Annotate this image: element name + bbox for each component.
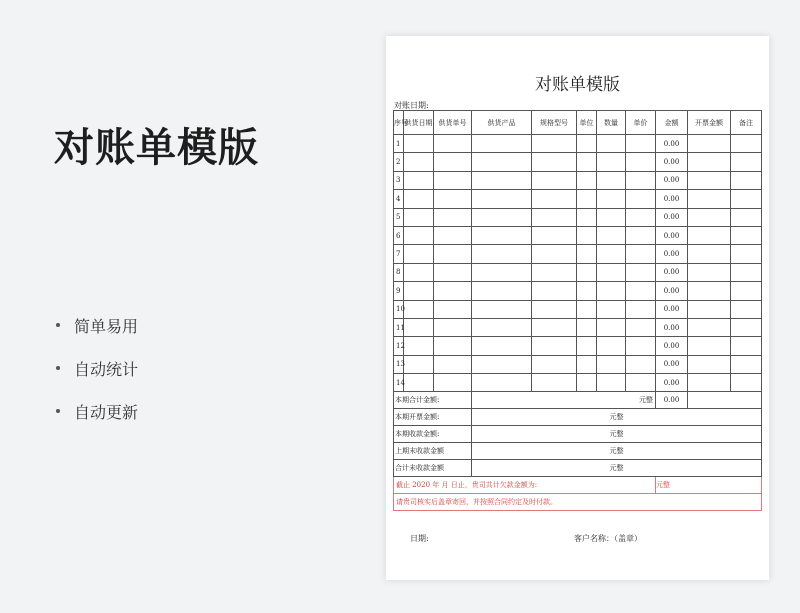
table-cell — [626, 153, 656, 171]
feature-item — [56, 357, 138, 379]
table-cell — [731, 190, 762, 208]
table-cell — [731, 153, 762, 171]
feature-label: 自动统计 — [74, 359, 139, 379]
table-cell — [688, 226, 731, 244]
table-cell — [577, 263, 597, 281]
table-cell — [731, 263, 762, 281]
received-label: 本期收款金额: — [394, 426, 472, 443]
feature-label: 简单易用 — [74, 316, 139, 336]
table-row — [394, 245, 762, 263]
table-cell — [532, 190, 577, 208]
table-cell — [577, 135, 597, 153]
statement-date-label: 对账日期: — [394, 101, 429, 110]
table-cell — [626, 374, 656, 392]
table-cell — [404, 355, 434, 373]
table-cell — [577, 282, 597, 300]
row-amount: 0.00 — [656, 300, 688, 318]
table-cell — [731, 226, 762, 244]
table-cell — [404, 318, 434, 336]
row-number: 14 — [394, 374, 404, 392]
table-cell — [434, 245, 472, 263]
prev-unreceived-label: 上期末收款金额 — [394, 443, 472, 460]
summary-prev-unreceived-row — [394, 443, 762, 460]
table-cell — [434, 337, 472, 355]
total-unreceived-label: 合计未收款金额 — [394, 460, 472, 477]
row-amount: 0.00 — [656, 135, 688, 153]
table-cell — [404, 208, 434, 226]
confirm-text: 请贵司核实后盖章寄回，并按照合同约定及时付款。 — [394, 494, 762, 511]
table-cell — [688, 374, 731, 392]
table-row — [394, 190, 762, 208]
table-cell — [731, 355, 762, 373]
notice-suffix: 元整 — [656, 477, 762, 494]
statement-table — [393, 110, 762, 511]
total-suffix: 元整 — [472, 392, 656, 409]
table-cell — [532, 245, 577, 263]
table-cell — [434, 208, 472, 226]
table-cell — [472, 245, 532, 263]
table-cell — [597, 355, 626, 373]
table-cell — [472, 171, 532, 189]
table-cell — [404, 282, 434, 300]
invoice-label: 本期开票金额: — [394, 409, 472, 426]
header-remark: 备注 — [731, 111, 762, 135]
table-row — [394, 282, 762, 300]
table-cell — [577, 337, 597, 355]
table-cell — [434, 135, 472, 153]
table-cell — [472, 135, 532, 153]
table-cell — [626, 318, 656, 336]
table-cell — [532, 374, 577, 392]
table-cell — [404, 226, 434, 244]
table-cell — [688, 171, 731, 189]
table-cell — [577, 208, 597, 226]
received-suffix: 元整 — [472, 426, 762, 443]
table-cell — [434, 374, 472, 392]
table-cell — [577, 226, 597, 244]
table-cell — [597, 245, 626, 263]
confirm-row — [394, 494, 762, 511]
table-cell — [597, 318, 626, 336]
table-header-row — [394, 111, 762, 135]
table-cell — [731, 318, 762, 336]
table-cell — [404, 337, 434, 355]
header-invoice-amount: 开票金额 — [688, 111, 731, 135]
table-cell — [626, 171, 656, 189]
table-body — [394, 135, 762, 392]
table-cell — [597, 171, 626, 189]
table-cell — [404, 245, 434, 263]
table-cell — [404, 153, 434, 171]
header-spec: 规格型号 — [532, 111, 577, 135]
row-amount: 0.00 — [656, 153, 688, 171]
table-cell — [688, 245, 731, 263]
summary-received-row — [394, 426, 762, 443]
table-cell — [597, 263, 626, 281]
row-amount: 0.00 — [656, 318, 688, 336]
header-seq: 序号 — [394, 111, 404, 135]
footer-date-label: 日期: — [410, 534, 429, 543]
table-cell — [532, 355, 577, 373]
table-cell — [731, 245, 762, 263]
row-amount: 0.00 — [656, 263, 688, 281]
table-cell — [688, 135, 731, 153]
table-cell — [472, 153, 532, 171]
table-cell — [472, 355, 532, 373]
table-row — [394, 337, 762, 355]
table-cell — [688, 337, 731, 355]
feature-item — [56, 400, 138, 422]
table-cell — [626, 226, 656, 244]
table-cell — [532, 135, 577, 153]
table-row — [394, 374, 762, 392]
bullet-icon — [56, 366, 60, 370]
table-cell — [688, 300, 731, 318]
row-amount: 0.00 — [656, 355, 688, 373]
total-unreceived-suffix: 元整 — [472, 460, 762, 477]
promo-title: 对账单模版 — [54, 125, 259, 171]
table-cell — [434, 171, 472, 189]
table-row — [394, 300, 762, 318]
row-amount: 0.00 — [656, 190, 688, 208]
summary-total-unreceived-row — [394, 460, 762, 477]
table-cell — [434, 226, 472, 244]
table-cell — [577, 171, 597, 189]
row-number: 2 — [394, 153, 404, 171]
table-cell — [731, 135, 762, 153]
table-cell — [626, 208, 656, 226]
header-supply-no: 供货单号 — [434, 111, 472, 135]
header-unit: 单位 — [577, 111, 597, 135]
table-cell — [597, 337, 626, 355]
table-cell — [532, 300, 577, 318]
table-cell — [688, 208, 731, 226]
table-cell — [404, 300, 434, 318]
table-cell — [472, 282, 532, 300]
table-cell — [532, 171, 577, 189]
table-cell — [434, 300, 472, 318]
table-cell — [626, 355, 656, 373]
table-cell — [597, 300, 626, 318]
table-cell — [532, 208, 577, 226]
table-cell — [577, 300, 597, 318]
table-row — [394, 263, 762, 281]
table-cell — [434, 263, 472, 281]
table-cell — [404, 135, 434, 153]
table-cell — [404, 263, 434, 281]
table-cell — [532, 337, 577, 355]
table-cell — [434, 153, 472, 171]
table-cell — [404, 190, 434, 208]
table-cell — [472, 318, 532, 336]
table-cell — [731, 208, 762, 226]
notice-row — [394, 477, 762, 494]
row-amount: 0.00 — [656, 171, 688, 189]
table-cell — [532, 318, 577, 336]
table-row — [394, 171, 762, 189]
table-cell — [597, 153, 626, 171]
table-cell — [626, 135, 656, 153]
row-number: 3 — [394, 171, 404, 189]
row-number: 11 — [394, 318, 404, 336]
table-cell — [472, 300, 532, 318]
table-cell — [532, 153, 577, 171]
header-price: 单价 — [626, 111, 656, 135]
table-row — [394, 318, 762, 336]
table-row — [394, 135, 762, 153]
row-amount: 0.00 — [656, 337, 688, 355]
prev-unreceived-suffix: 元整 — [472, 443, 762, 460]
row-number: 1 — [394, 135, 404, 153]
summary-section — [394, 392, 762, 511]
table-cell — [597, 190, 626, 208]
table-cell — [472, 337, 532, 355]
table-cell — [597, 135, 626, 153]
table-cell — [577, 355, 597, 373]
row-amount: 0.00 — [656, 226, 688, 244]
invoice-suffix: 元整 — [472, 409, 762, 426]
summary-total-row — [394, 392, 762, 409]
table-row — [394, 226, 762, 244]
total-label: 本期合计金额: — [394, 392, 472, 409]
table-cell — [626, 263, 656, 281]
notice-text: 截止 2020 年 月 日止，贵司共计欠款金额为: — [394, 477, 656, 494]
bullet-icon — [56, 409, 60, 413]
table-cell — [688, 190, 731, 208]
table-cell — [731, 374, 762, 392]
feature-list — [56, 314, 138, 443]
header-amount: 金额 — [656, 111, 688, 135]
table-cell — [434, 355, 472, 373]
table-cell — [597, 208, 626, 226]
row-number: 6 — [394, 226, 404, 244]
table-cell — [731, 171, 762, 189]
table-cell — [731, 300, 762, 318]
header-product: 供货产品 — [472, 111, 532, 135]
table-cell — [577, 153, 597, 171]
table-cell — [597, 226, 626, 244]
bullet-icon — [56, 323, 60, 327]
footer-customer-label: 客户名称：（盖章） — [574, 534, 642, 543]
table-cell — [532, 226, 577, 244]
feature-item — [56, 314, 138, 336]
row-number: 9 — [394, 282, 404, 300]
statement-document — [386, 36, 769, 580]
table-row — [394, 208, 762, 226]
row-amount: 0.00 — [656, 282, 688, 300]
header-supply-date: 供货日期 — [404, 111, 434, 135]
row-number: 4 — [394, 190, 404, 208]
table-cell — [472, 374, 532, 392]
table-cell — [626, 282, 656, 300]
table-cell — [688, 282, 731, 300]
table-cell — [577, 374, 597, 392]
table-cell — [577, 318, 597, 336]
table-cell — [404, 171, 434, 189]
table-cell — [731, 282, 762, 300]
row-number: 5 — [394, 208, 404, 226]
table-cell — [577, 245, 597, 263]
table-cell — [626, 190, 656, 208]
row-number: 7 — [394, 245, 404, 263]
summary-invoice-row — [394, 409, 762, 426]
table-cell — [472, 190, 532, 208]
table-row — [394, 355, 762, 373]
table-cell — [626, 245, 656, 263]
feature-label: 自动更新 — [74, 402, 139, 422]
row-amount: 0.00 — [656, 374, 688, 392]
table-cell — [597, 374, 626, 392]
table-cell — [434, 318, 472, 336]
table-cell — [731, 337, 762, 355]
total-amount: 0.00 — [656, 392, 688, 409]
table-cell — [688, 263, 731, 281]
row-number: 12 — [394, 337, 404, 355]
table-cell — [532, 263, 577, 281]
table-cell — [577, 190, 597, 208]
table-cell — [626, 300, 656, 318]
header-qty: 数量 — [597, 111, 626, 135]
table-cell — [404, 374, 434, 392]
row-number: 13 — [394, 355, 404, 373]
row-amount: 0.00 — [656, 245, 688, 263]
table-cell — [688, 355, 731, 373]
row-amount: 0.00 — [656, 208, 688, 226]
table-cell — [688, 318, 731, 336]
table-cell — [472, 208, 532, 226]
document-title: 对账单模版 — [535, 75, 620, 95]
table-cell — [532, 282, 577, 300]
table-cell — [688, 153, 731, 171]
table-cell — [626, 337, 656, 355]
table-cell — [434, 190, 472, 208]
row-number: 10 — [394, 300, 404, 318]
table-row — [394, 153, 762, 171]
table-cell — [597, 282, 626, 300]
table-cell — [434, 282, 472, 300]
table-cell — [472, 226, 532, 244]
table-cell — [472, 263, 532, 281]
row-number: 8 — [394, 263, 404, 281]
